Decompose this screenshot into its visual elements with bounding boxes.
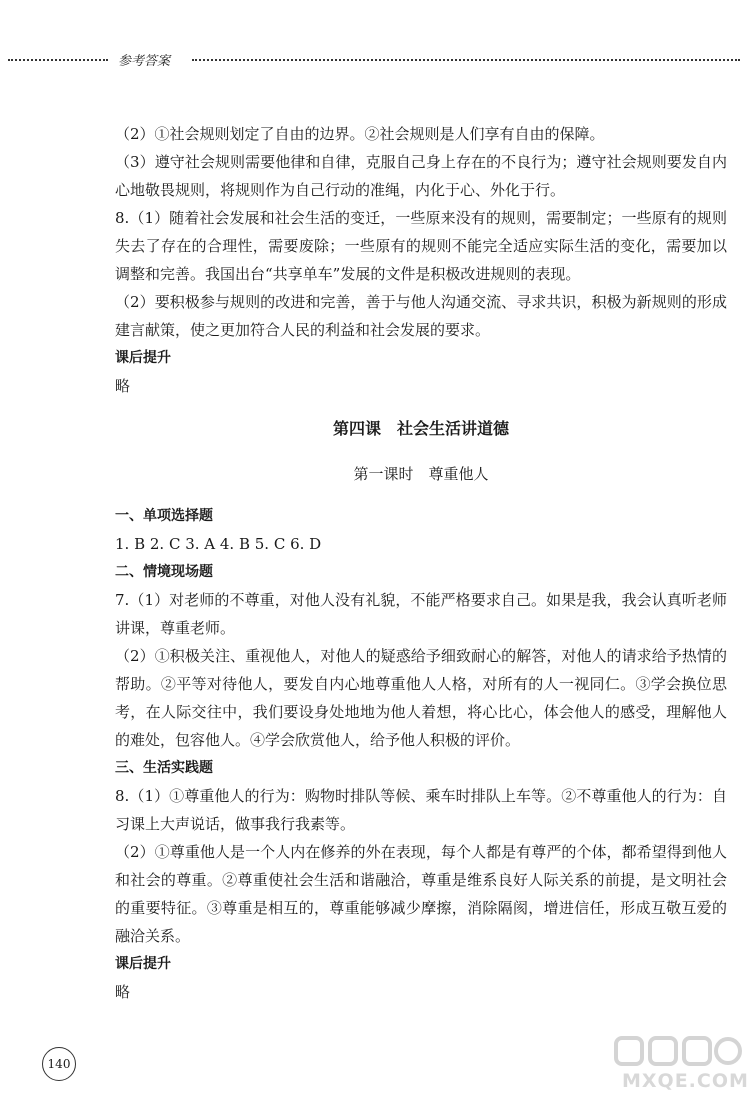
watermark-text: MXQE.COM [622,1070,749,1092]
header-dotted-rule-left [8,59,108,61]
answer-text: 略 [115,983,131,1001]
section-title: 第一课时 尊重他人 [353,465,489,483]
page-header [0,50,750,70]
answer-paragraph: 7.（1）对老师的不尊重，对他人没有礼貌，不能严格要求自己。如果是我，我会认真听老师讲课，尊重老师。 [115,591,727,637]
page-number: 140 [47,1057,71,1071]
answer-paragraph: （2）①社会规则划定了自由的边界。②社会规则是人们享有自由的保障。 [115,125,605,143]
answer-paragraph: 8.（1）①尊重他人的行为：购物时排队等候、乘车时排队上车等。②不尊重他人的行为：自习课上大声说话，做事我行我素等。 [115,787,727,833]
answer-paragraph: （2）①积极关注、重视他人，对他人的疑惑给予细致耐心的解答，对他人的请求给予热情的帮助。②平等对待他人，要发自内心地尊重他人人格，对所有的人一视同仁。③学会换位思考，在人际交往中，我们要设身处地地为他人着想，将心比心，体会他人的感受，理解他人的难处，包容他人。④学会欣赏他人，给予他人积极的评价。 [115,647,727,749]
answer-text: 1. B 2. C 3. A 4. B 5. C 6. D [115,535,322,553]
header-title: 参考答案 [118,54,171,69]
answer-text: 略 [115,377,131,395]
header-dotted-rule-right [192,59,740,61]
page-number-badge [42,1047,76,1081]
lesson-title: 第四课 社会生活讲道德 [332,419,509,438]
answer-paragraph: （2）要积极参与规则的改进和完善，善于与他人沟通交流、寻求共识，积极为新规则的形成建言献策，使之更加符合人民的利益和社会发展的要求。 [115,293,727,339]
section-subheading: 三、生活实践题 [115,760,213,776]
page-content [115,120,727,1006]
watermark-logo-icon [612,1032,744,1072]
answer-paragraph: 8.（1）随着社会发展和社会生活的变迁，一些原来没有的规则，需要制定；一些原有的规则失去了存在的合理性，需要废除；一些原有的规则不能完全适应实际生活的变化，需要加以调整和完善。我国出台“共享单车”发展的文件是积极改进规则的表现。 [115,209,727,283]
answer-paragraph: （3）遵守社会规则需要他律和自律，克服自己身上存在的不良行为；遵守社会规则要发自内心地敬畏规则，将规则作为自己行动的准绳，内化于心、外化于行。 [115,153,727,199]
section-subheading: 课后提升 [115,350,171,366]
section-subheading: 二、情境现场题 [115,564,213,580]
answer-paragraph: （2）①尊重他人是一个人内在修养的外在表现，每个人都是有尊严的个体，都希望得到他人和社会的尊重。②尊重使社会生活和谐融洽，尊重是维系良好人际关系的前提，是文明社会的重要特征。③尊重是相互的，尊重能够减少摩擦，消除隔阂，增进信任，形成互敬互爱的融洽关系。 [115,843,727,945]
section-subheading: 课后提升 [115,956,171,972]
watermark [612,1032,749,1094]
section-subheading: 一、单项选择题 [115,508,213,524]
